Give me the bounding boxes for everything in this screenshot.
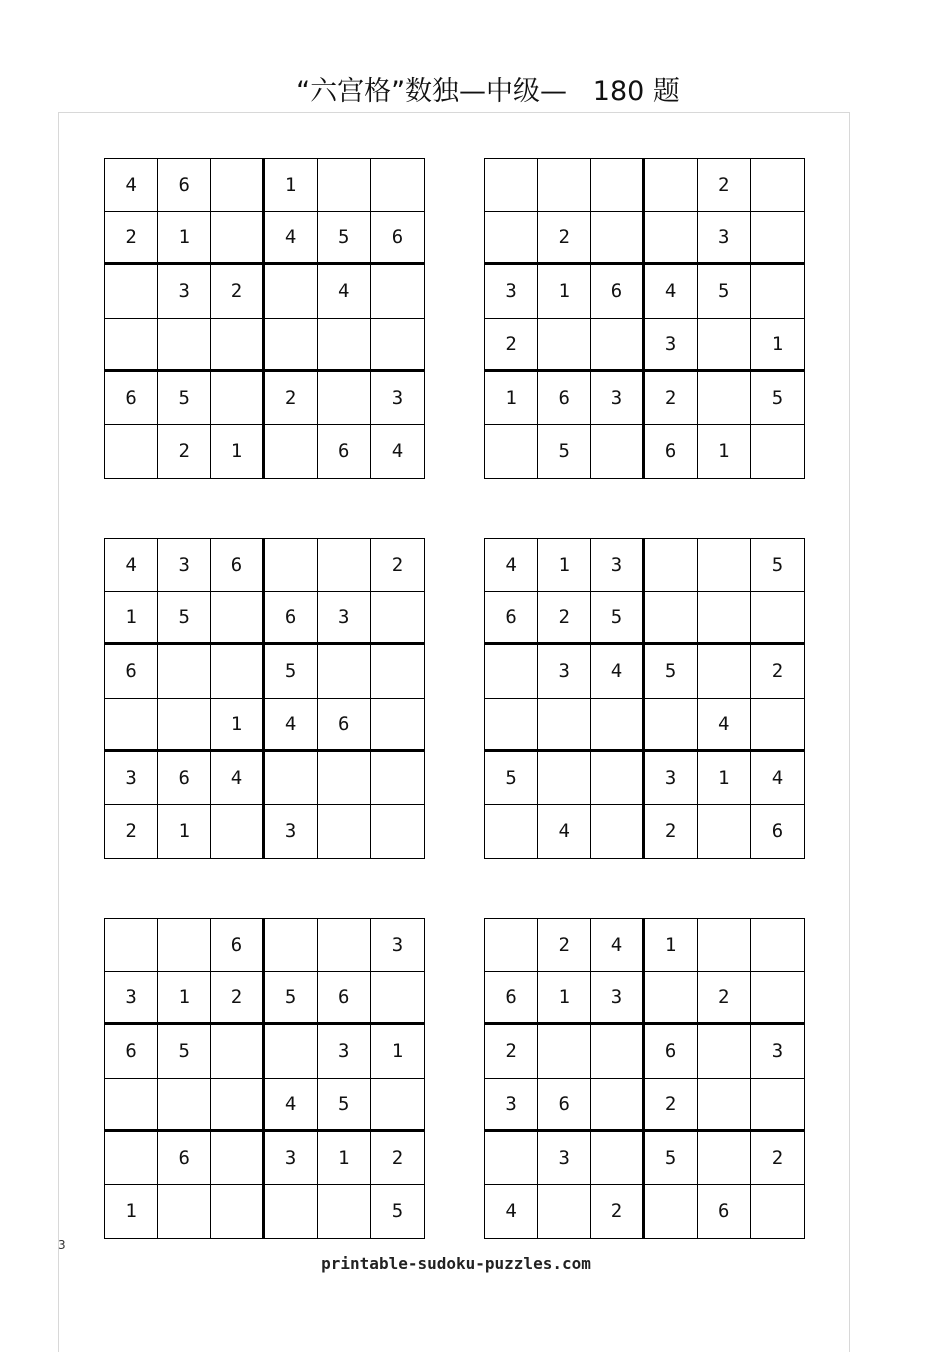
sudoku-cell <box>485 805 538 858</box>
sudoku-cell <box>751 265 804 318</box>
sudoku-cell <box>591 159 644 212</box>
sudoku-cell <box>751 159 804 212</box>
sudoku-cell: 6 <box>645 425 698 478</box>
sudoku-cell <box>318 539 371 592</box>
sudoku-cell <box>371 645 424 698</box>
sudoku-cell: 3 <box>751 1025 804 1078</box>
sudoku-cell <box>211 212 264 265</box>
sudoku-cell <box>591 699 644 752</box>
sudoku-cell <box>158 319 211 372</box>
sudoku-cell <box>318 805 371 858</box>
sudoku-cell: 4 <box>391 440 404 463</box>
sudoku-cell: 2 <box>538 919 591 972</box>
sudoku-cell <box>158 1079 211 1132</box>
sudoku-cell: 4 <box>591 919 644 972</box>
sudoku-cell <box>318 159 371 212</box>
sudoku-cell <box>105 319 158 372</box>
sudoku-cell: 2 <box>645 1079 698 1132</box>
sudoku-cell: 1 <box>211 425 264 478</box>
sudoku-cell: 2 <box>698 972 751 1025</box>
sudoku-cell <box>211 1025 264 1078</box>
sudoku-cell: 4 <box>265 1079 318 1132</box>
sudoku-cell: 6 <box>158 1132 211 1185</box>
sudoku-cell <box>645 699 698 752</box>
sudoku-cell <box>698 1079 751 1132</box>
sudoku-cell <box>211 1185 264 1238</box>
sudoku-cell <box>485 425 538 478</box>
sudoku-cell: 3 <box>318 1025 371 1078</box>
sudoku-cell: 6 <box>158 752 211 805</box>
sudoku-cell: 4 <box>591 645 644 698</box>
sudoku-cell: 3 <box>591 372 644 425</box>
sudoku-cell: 6 <box>485 592 538 645</box>
sudoku-cell <box>698 539 751 592</box>
sudoku-cell <box>485 645 538 698</box>
sudoku-cell: 1 <box>211 699 264 752</box>
sudoku-cell: 1 <box>371 1025 424 1078</box>
sudoku-cell <box>538 1185 591 1238</box>
sudoku-cell: 1 <box>105 1185 158 1238</box>
sudoku-cell: 6 <box>105 372 158 425</box>
sudoku-cell: 3 <box>105 752 158 805</box>
sudoku-cell: 2 <box>105 805 158 858</box>
sudoku-cell: 3 <box>591 539 644 592</box>
sudoku-cell <box>211 805 264 858</box>
sudoku-grid-3 <box>104 538 425 859</box>
sudoku-cell <box>751 972 804 1025</box>
sudoku-cell: 6 <box>318 425 371 478</box>
sudoku-cell <box>211 159 264 212</box>
sudoku-grid-6 <box>484 918 805 1239</box>
sudoku-cell: 2 <box>265 372 318 425</box>
sudoku-cell: 6 <box>105 645 158 698</box>
sudoku-cell: 1 <box>645 919 698 972</box>
sudoku-cell: 5 <box>591 592 644 645</box>
sudoku-cell: 4 <box>211 752 264 805</box>
sudoku-cell <box>105 1132 158 1185</box>
page-number: 3 <box>58 1238 66 1252</box>
sudoku-cell: 4 <box>751 752 804 805</box>
sudoku-cell <box>371 752 424 805</box>
sudoku-cell: 5 <box>485 752 538 805</box>
sudoku-cell: 4 <box>485 1185 538 1238</box>
sudoku-cell <box>698 919 751 972</box>
sudoku-cell <box>751 592 804 645</box>
sudoku-cell <box>318 752 371 805</box>
sudoku-cell <box>158 919 211 972</box>
sudoku-cell: 1 <box>158 805 211 858</box>
sudoku-cell: 6 <box>211 539 264 592</box>
sudoku-cell: 5 <box>391 1200 404 1223</box>
sudoku-cell: 6 <box>698 1185 751 1238</box>
sudoku-cell: 4 <box>538 805 591 858</box>
sudoku-cell: 2 <box>698 159 751 212</box>
sudoku-cell: 5 <box>158 372 211 425</box>
sudoku-cell: 2 <box>591 1185 644 1238</box>
sudoku-cell <box>158 699 211 752</box>
sudoku-cell <box>698 1132 751 1185</box>
sudoku-cell: 4 <box>265 212 318 265</box>
sudoku-cell <box>265 1185 318 1238</box>
sudoku-cell: 2 <box>211 265 264 318</box>
sudoku-cell <box>645 539 698 592</box>
sudoku-cell: 6 <box>591 265 644 318</box>
sudoku-cell: 4 <box>485 539 538 592</box>
sudoku-cell: 3 <box>485 265 538 318</box>
sudoku-cell: 1 <box>538 265 591 318</box>
sudoku-cell: 2 <box>645 805 698 858</box>
sudoku-cell: 3 <box>158 539 211 592</box>
sudoku-cell: 6 <box>538 1079 591 1132</box>
sudoku-cell <box>318 372 371 425</box>
sudoku-cell <box>645 1185 698 1238</box>
sudoku-cell: 3 <box>318 592 371 645</box>
sudoku-cell: 5 <box>318 212 371 265</box>
sudoku-cell <box>211 645 264 698</box>
sudoku-cell <box>211 372 264 425</box>
sudoku-cell <box>645 592 698 645</box>
sudoku-cell <box>318 1185 371 1238</box>
sudoku-cell: 3 <box>371 372 424 425</box>
sudoku-cell <box>265 319 318 372</box>
sudoku-cell <box>751 425 804 478</box>
sudoku-cell: 6 <box>318 972 371 1025</box>
sudoku-cell <box>751 699 804 752</box>
sudoku-cell: 2 <box>538 212 591 265</box>
sudoku-cell <box>591 319 644 372</box>
sudoku-cell: 1 <box>485 372 538 425</box>
sudoku-cell <box>698 1025 751 1078</box>
sudoku-cell: 3 <box>105 972 158 1025</box>
page-title: “六宫格”数独—中级— 180 题 <box>296 76 680 107</box>
sudoku-cell: 6 <box>645 1025 698 1078</box>
sudoku-cell: 2 <box>158 425 211 478</box>
sudoku-cell: 6 <box>538 372 591 425</box>
sudoku-cell <box>158 645 211 698</box>
sudoku-cell <box>105 699 158 752</box>
sudoku-cell: 6 <box>485 972 538 1025</box>
sudoku-cell <box>371 319 424 372</box>
sudoku-cell <box>211 592 264 645</box>
sudoku-cell: 2 <box>105 212 158 265</box>
sudoku-cell: 5 <box>751 539 804 592</box>
sudoku-cell: 5 <box>645 645 698 698</box>
sudoku-cell: 2 <box>371 1132 424 1185</box>
sudoku-cell <box>538 1025 591 1078</box>
sudoku-cell <box>538 319 591 372</box>
sudoku-cell: 6 <box>265 592 318 645</box>
sudoku-cell <box>538 699 591 752</box>
sudoku-cell <box>698 645 751 698</box>
sudoku-cell <box>318 919 371 972</box>
sudoku-cell <box>318 319 371 372</box>
sudoku-cell <box>318 645 371 698</box>
sudoku-cell: 5 <box>698 265 751 318</box>
sudoku-cell: 5 <box>265 645 318 698</box>
sudoku-cell: 5 <box>538 425 591 478</box>
sudoku-cell <box>751 1079 804 1132</box>
sudoku-cell: 3 <box>538 1132 591 1185</box>
sudoku-cell: 6 <box>318 699 371 752</box>
sudoku-cell: 5 <box>265 972 318 1025</box>
sudoku-cell <box>645 159 698 212</box>
sudoku-cell <box>698 592 751 645</box>
sudoku-cell: 5 <box>318 1079 371 1132</box>
sudoku-cell: 5 <box>158 592 211 645</box>
sudoku-cell <box>211 319 264 372</box>
sudoku-cell <box>591 1132 644 1185</box>
sudoku-cell: 1 <box>538 539 591 592</box>
sudoku-cell <box>265 919 318 972</box>
sudoku-cell: 3 <box>698 212 751 265</box>
sudoku-cell <box>538 752 591 805</box>
sudoku-cell <box>485 1132 538 1185</box>
sudoku-cell: 1 <box>698 425 751 478</box>
sudoku-cell: 2 <box>485 1025 538 1078</box>
sudoku-cell <box>751 919 804 972</box>
sudoku-cell: 3 <box>645 752 698 805</box>
sudoku-grid-5 <box>104 918 425 1239</box>
sudoku-cell <box>265 1025 318 1078</box>
sudoku-cell <box>485 919 538 972</box>
sudoku-cell <box>591 212 644 265</box>
sudoku-cell <box>211 1079 264 1132</box>
sudoku-cell <box>591 752 644 805</box>
sudoku-cell: 3 <box>371 919 424 972</box>
sudoku-cell <box>158 1185 211 1238</box>
sudoku-cell: 6 <box>771 820 784 843</box>
sudoku-cell <box>591 1025 644 1078</box>
sudoku-cell <box>485 159 538 212</box>
sudoku-cell: 3 <box>265 805 318 858</box>
sudoku-cell <box>211 1132 264 1185</box>
sudoku-cell: 3 <box>485 1079 538 1132</box>
sudoku-cell: 2 <box>751 1132 804 1185</box>
sudoku-cell <box>265 265 318 318</box>
sudoku-cell <box>371 1079 424 1132</box>
sudoku-cell <box>105 919 158 972</box>
sudoku-cell <box>265 539 318 592</box>
sudoku-cell: 2 <box>211 972 264 1025</box>
footer-site: printable-sudoku-puzzles.com <box>321 1254 591 1273</box>
sudoku-cell: 1 <box>538 972 591 1025</box>
sudoku-cell: 4 <box>105 159 158 212</box>
sudoku-cell: 2 <box>371 539 424 592</box>
sudoku-grid-1 <box>104 158 425 479</box>
sudoku-cell: 1 <box>105 592 158 645</box>
sudoku-cell <box>105 1079 158 1132</box>
sudoku-cell <box>698 372 751 425</box>
sudoku-grid-2 <box>484 158 805 479</box>
sudoku-cell: 1 <box>265 159 318 212</box>
sudoku-cell: 3 <box>591 972 644 1025</box>
sudoku-cell <box>265 752 318 805</box>
sudoku-cell: 4 <box>645 265 698 318</box>
sudoku-cell: 2 <box>751 645 804 698</box>
sudoku-cell: 1 <box>318 1132 371 1185</box>
sudoku-cell <box>591 1079 644 1132</box>
sudoku-cell <box>645 972 698 1025</box>
sudoku-cell <box>371 592 424 645</box>
sudoku-cell: 6 <box>211 919 264 972</box>
sudoku-cell: 5 <box>751 372 804 425</box>
sudoku-cell <box>751 1185 804 1238</box>
sudoku-cell: 3 <box>158 265 211 318</box>
sudoku-cell <box>538 159 591 212</box>
sudoku-cell: 6 <box>371 212 424 265</box>
sudoku-cell: 2 <box>538 592 591 645</box>
sudoku-cell <box>105 425 158 478</box>
sudoku-cell: 1 <box>158 972 211 1025</box>
sudoku-cell <box>698 805 751 858</box>
sudoku-cell: 1 <box>751 319 804 372</box>
sudoku-cell <box>645 212 698 265</box>
sudoku-cell <box>698 319 751 372</box>
sudoku-cell: 2 <box>485 319 538 372</box>
sudoku-cell <box>371 699 424 752</box>
sudoku-cell <box>751 212 804 265</box>
sudoku-cell <box>371 805 424 858</box>
sudoku-cell: 5 <box>645 1132 698 1185</box>
sudoku-cell: 1 <box>698 752 751 805</box>
sudoku-cell <box>105 265 158 318</box>
sudoku-cell: 4 <box>698 699 751 752</box>
sudoku-cell: 2 <box>645 372 698 425</box>
sudoku-grid-4 <box>484 538 805 859</box>
sudoku-cell: 1 <box>158 212 211 265</box>
sudoku-cell <box>485 699 538 752</box>
sudoku-cell: 4 <box>318 265 371 318</box>
sudoku-cell: 4 <box>105 539 158 592</box>
sudoku-cell <box>371 972 424 1025</box>
sudoku-cell: 4 <box>265 699 318 752</box>
sudoku-cell <box>371 159 424 212</box>
sudoku-cell <box>265 425 318 478</box>
sudoku-cell: 3 <box>265 1132 318 1185</box>
sudoku-cell: 6 <box>158 159 211 212</box>
sudoku-cell <box>591 425 644 478</box>
sudoku-cell <box>371 265 424 318</box>
sudoku-cell: 6 <box>105 1025 158 1078</box>
sudoku-cell: 3 <box>538 645 591 698</box>
sudoku-cell <box>591 805 644 858</box>
sudoku-cell <box>485 212 538 265</box>
sudoku-cell: 5 <box>158 1025 211 1078</box>
sudoku-cell: 3 <box>645 319 698 372</box>
